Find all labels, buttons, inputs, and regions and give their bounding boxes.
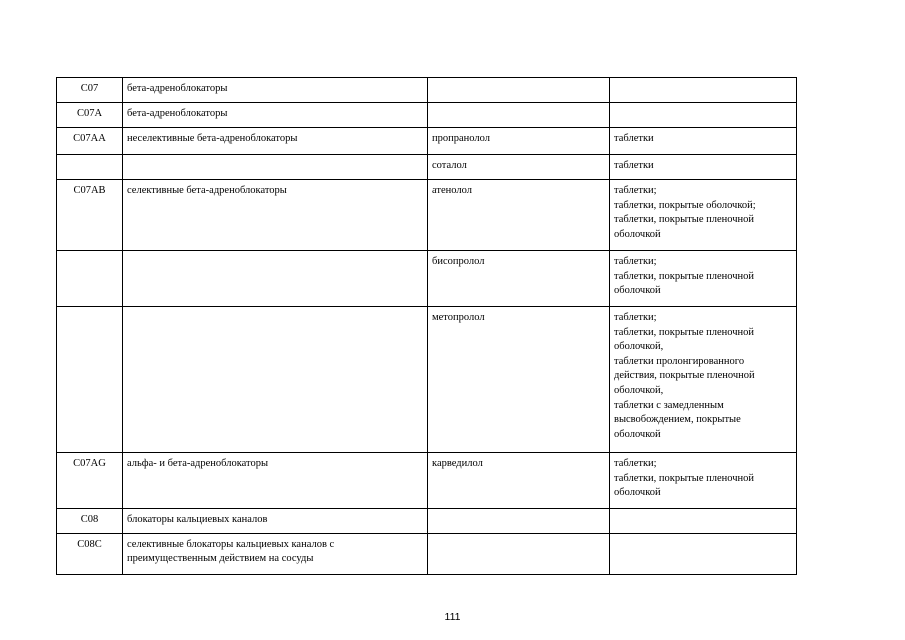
table-row: [57, 180, 797, 251]
dosage-forms-cell: [610, 533, 797, 574]
group-name-cell: неселективные бета-адреноблокаторы: [123, 128, 428, 155]
drug-classification-table: [56, 77, 797, 575]
drug-name-cell: бисопролол: [428, 251, 610, 307]
page-number: 111: [444, 611, 461, 623]
dosage-form-line: таблетки: [614, 160, 654, 171]
drug-name-cell: карведилол: [428, 453, 610, 509]
group-name-cell: [123, 307, 428, 453]
group-name-cell: селективные блокаторы кальциевых каналов с преимущественным действием на сосуды: [123, 533, 428, 574]
atc-code-cell: C07A: [57, 103, 123, 128]
dosage-form-line: оболочкой: [614, 228, 661, 240]
atc-code-cell: [57, 251, 123, 307]
group-name-cell: [123, 251, 428, 307]
drug-name-cell: [428, 509, 610, 534]
drug-name-cell: пропранолол: [428, 128, 610, 155]
atc-code-cell: C08: [57, 509, 123, 534]
group-name-cell: альфа- и бета-адреноблокаторы: [123, 453, 428, 509]
dosage-forms-cell: [610, 509, 797, 534]
dosage-form-line: таблетки: [614, 133, 654, 144]
atc-code-cell: C07: [57, 78, 123, 103]
drug-name-cell: [428, 78, 610, 103]
group-name-cell: блокаторы кальциевых каналов: [123, 509, 428, 534]
dosage-form-line: таблетки, покрытые оболочкой;: [614, 199, 756, 211]
table-row: [57, 307, 797, 453]
group-name-cell: бета-адреноблокаторы: [123, 78, 428, 103]
dosage-form-line: таблетки, покрытые пленочной: [614, 326, 755, 338]
dosage-form-line: таблетки;: [614, 185, 657, 196]
drug-name-cell: соталол: [428, 155, 610, 180]
table-row: [57, 78, 797, 103]
dosage-form-line: таблетки с замедленным: [614, 399, 724, 411]
group-name-cell: бета-адреноблокаторы: [123, 103, 428, 128]
drug-name-cell: метопролол: [428, 307, 610, 453]
dosage-form-line: оболочкой: [614, 487, 661, 499]
dosage-forms-cell: [610, 103, 797, 128]
drug-name-cell: атенолол: [428, 180, 610, 251]
atc-code-cell: C07AG: [57, 453, 123, 509]
dosage-form-line: таблетки, покрытые пленочной: [614, 472, 755, 484]
dosage-form-line: оболочкой,: [614, 341, 664, 353]
dosage-form-line: таблетки, покрытые пленочной: [614, 214, 755, 226]
group-name-cell: селективные бета-адреноблокаторы: [123, 180, 428, 251]
atc-code-cell: [57, 307, 123, 453]
dosage-forms-cell: [610, 180, 797, 251]
dosage-forms-cell: [610, 78, 797, 103]
dosage-form-line: оболочкой: [614, 428, 661, 440]
atc-code-cell: [57, 155, 123, 180]
dosage-form-line: высвобождением, покрытые: [614, 414, 741, 426]
dosage-form-line: таблетки пролонгированного: [614, 355, 745, 367]
dosage-forms-cell: [610, 251, 797, 307]
dosage-form-line: таблетки, покрытые пленочной: [614, 270, 755, 282]
atc-code-cell: C08C: [57, 533, 123, 574]
dosage-forms-cell: [610, 128, 797, 155]
table-row: [57, 155, 797, 180]
drug-name-cell: [428, 103, 610, 128]
dosage-forms-cell: [610, 453, 797, 509]
table-row: [57, 509, 797, 534]
dosage-form-line: оболочкой: [614, 285, 661, 297]
dosage-form-line: действия, покрытые пленочной: [614, 370, 755, 382]
table-row: [57, 533, 797, 574]
dosage-forms-cell: [610, 307, 797, 453]
table-row: [57, 128, 797, 155]
table-row: [57, 103, 797, 128]
atc-code-cell: C07AB: [57, 180, 123, 251]
drug-name-cell: [428, 533, 610, 574]
table-row: [57, 453, 797, 509]
dosage-form-line: таблетки;: [614, 256, 657, 267]
dosage-forms-cell: [610, 155, 797, 180]
table-row: [57, 251, 797, 307]
dosage-form-line: таблетки;: [614, 312, 657, 323]
atc-code-cell: C07AA: [57, 128, 123, 155]
dosage-form-line: таблетки;: [614, 458, 657, 469]
dosage-form-line: оболочкой,: [614, 384, 664, 396]
group-name-cell: [123, 155, 428, 180]
